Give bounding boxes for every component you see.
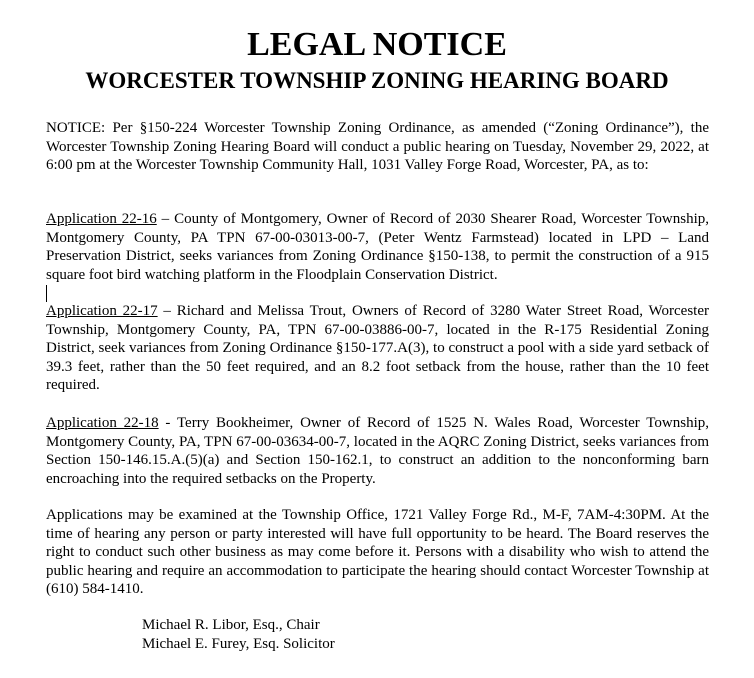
notice-paragraph: NOTICE: Per §150-224 Worcester Township Zoning Ordinance, as amended (“Zoning Ordinance”), the Worcester Township Zoning Hearing Board will conduct a public hearing on Tuesday, November 29, 2022, at 6:00 pm at the Worcester Township Community Hall, 1031 Valley Forge Road, Worcester, PA, as to: — [46, 120, 709, 174]
text-cursor — [46, 285, 47, 302]
application-label: Application 22-16 — [46, 211, 157, 227]
application-text: – Richard and Melissa Trout, Owners of Record of 3280 Water Street Road, Worcester Township, Montgomery County, PA, TPN 67-00-03886-00-7, located in the R-175 Residential Zoning District, seek variances from Zoning Ordinance §150-177.A(3), to construct a pool with a side yard setback of 39.3 feet, rather than the 50 feet required, and an 8.2 foot setback from the house, rather than the 10 feet required. — [46, 303, 709, 394]
application-label: Application 22-18 — [46, 415, 159, 431]
application-text: - Terry Bookheimer, Owner of Record of 1525 N. Wales Road, Worcester Township, Montgomery County, PA, TPN 67-00-03634-00-7, located in the AQRC Zoning District, seeks variances from Section 150-146.15.A.(5)(a) and Section 150-162.1, to construct an addition to the nonconforming barn encroaching into the required setbacks on the Property. — [46, 415, 709, 487]
signature-solicitor: Michael E. Furey, Esq. Solicitor — [142, 636, 335, 652]
document-title: LEGAL NOTICE — [247, 26, 507, 63]
signature-chair: Michael R. Libor, Esq., Chair — [142, 617, 320, 633]
application-text: – County of Montgomery, Owner of Record of 2030 Shearer Road, Worcester Township, Montgomery County, PA TPN 67-00-03013-00-7, (Peter Wentz Farmstead) located in LPD – Land Preservation District, seeks variances from Zoning Ordinance §150-138, to permit the construction of a 915 square foot bird watching platform in the Floodplain Conservation District. — [46, 211, 709, 283]
application-22-16-paragraph — [46, 210, 709, 284]
application-22-17-paragraph — [46, 302, 709, 395]
application-22-18-paragraph — [46, 414, 709, 488]
application-label: Application 22-17 — [46, 303, 158, 319]
closing-paragraph: Applications may be examined at the Township Office, 1721 Valley Forge Rd., M-F, 7AM-4:30PM. At the time of hearing any person or party interested will have full opportunity to be heard. The Board reserves the right to conduct such other business as may come before it. Persons with a disability who wish to attend the public hearing and require an accommodation to participate the hearing should contact Worcester Township at (610) 584-1410. — [46, 507, 709, 598]
document-subtitle: WORCESTER TOWNSHIP ZONING HEARING BOARD — [85, 68, 669, 93]
